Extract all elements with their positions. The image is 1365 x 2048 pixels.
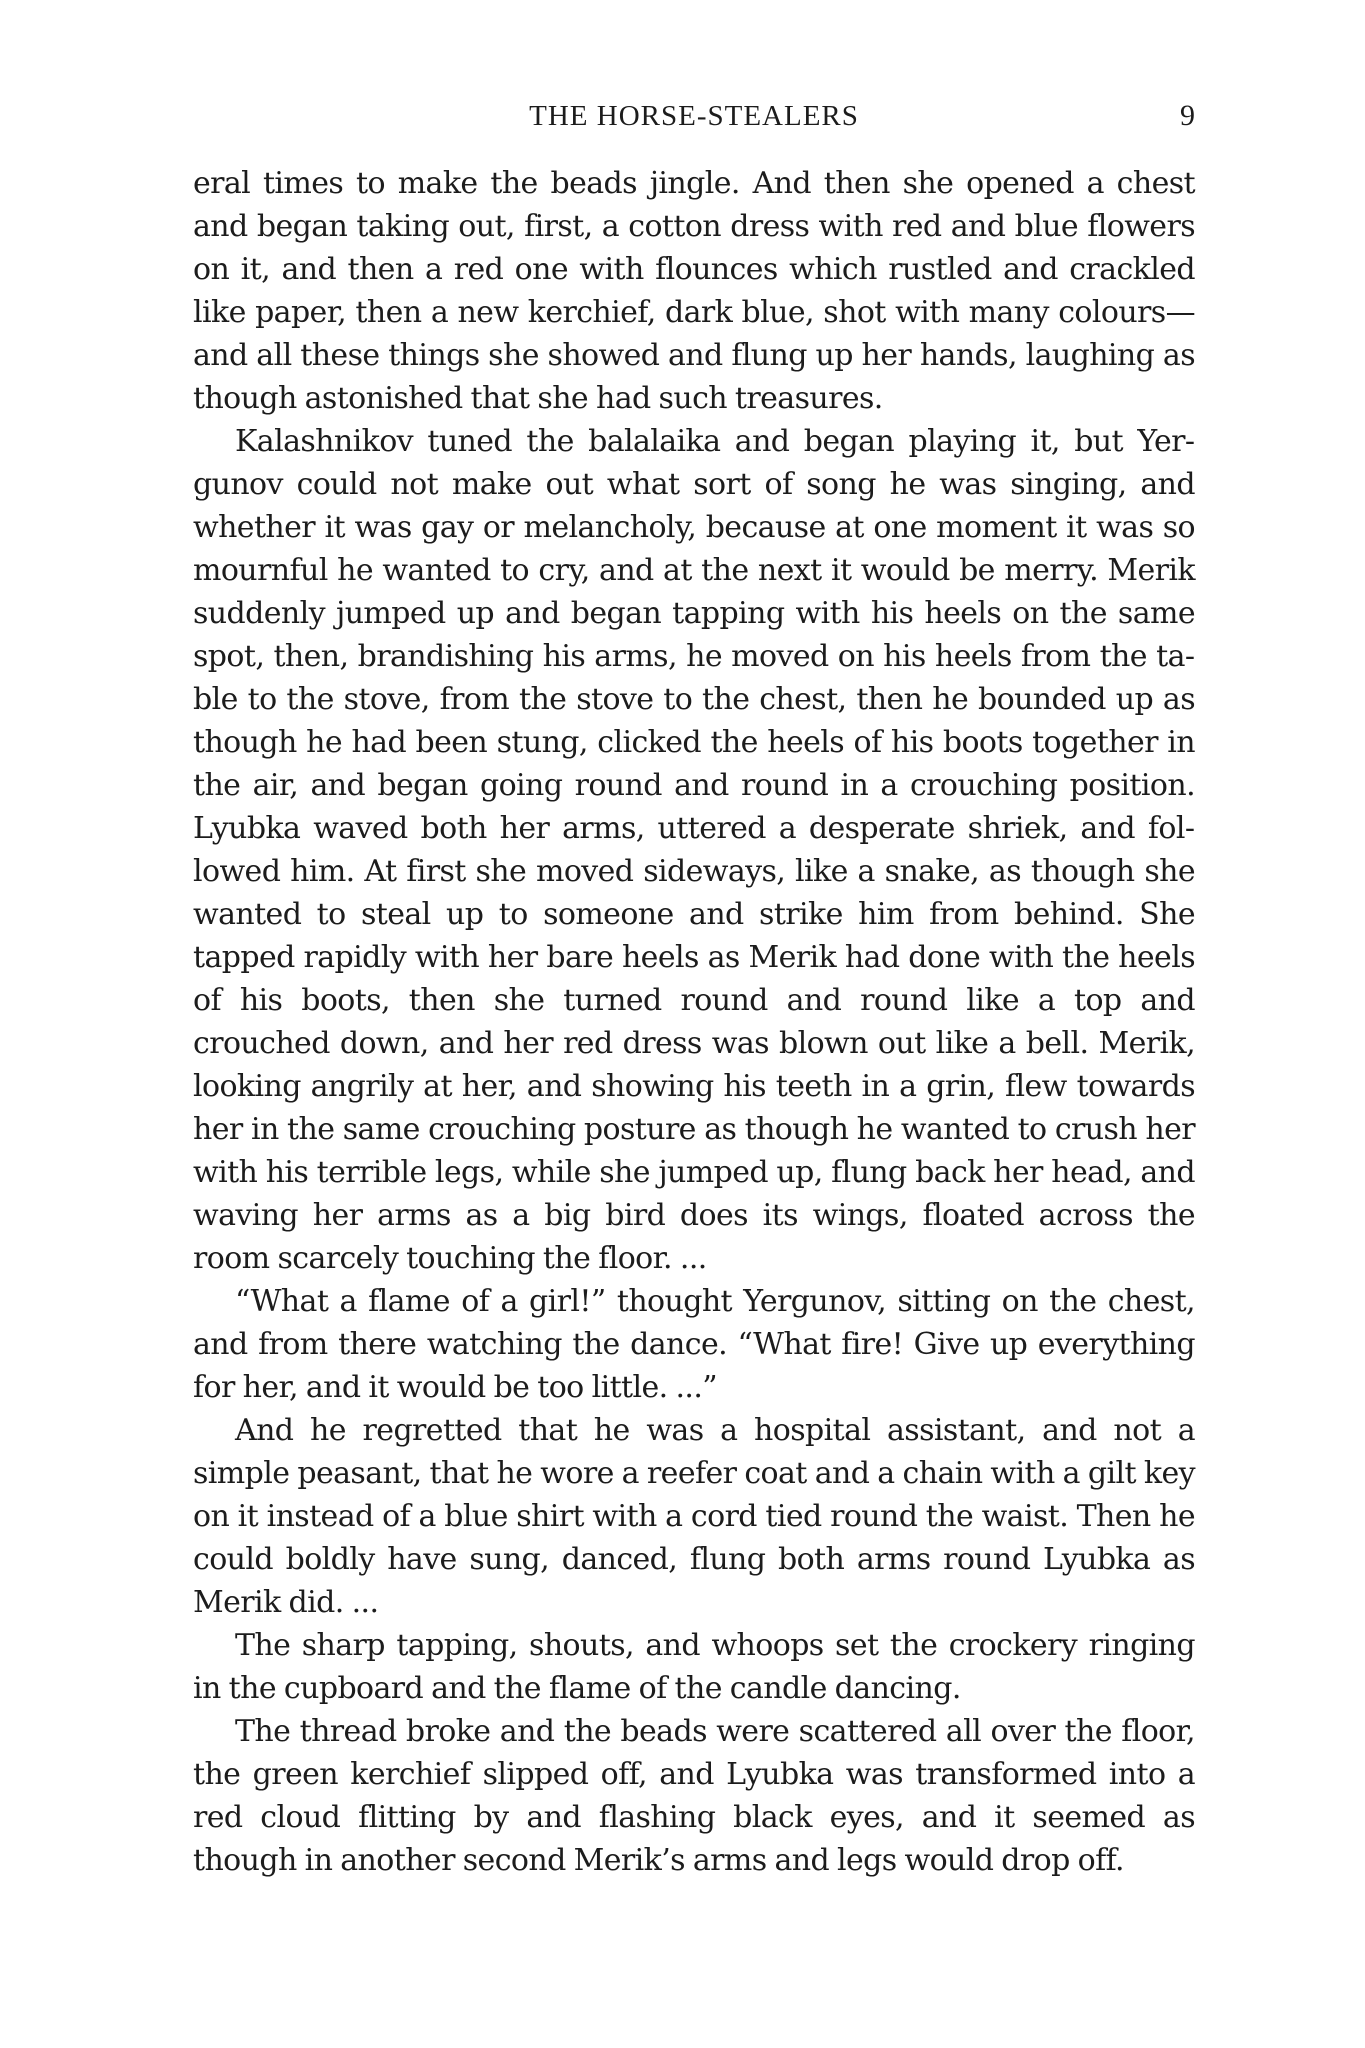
body-text bbox=[193, 162, 1195, 1882]
page-number: 9 bbox=[1180, 99, 1195, 132]
paragraph-continuation: eral times to make the beads jingle. And then she opened a chest and began taking out, first, a cotton dress with red and blue flowers on it, and then a red one with flounces which rustled and crackled like paper, then a new kerchief, dark blue, shot with many colours—and all these things she showed and flung up her hands, laughing as though astonished that she had such treasures. bbox=[193, 166, 1195, 416]
paragraph-regret: And he regretted that he was a hospital assistant, and not a simple peasant, that he wore a reefer coat and a chain with a gilt key on it instead of a blue shirt with a cord tied round the waist. Then he could boldly have sung, danced, flung both arms round Lyubka as Merik did. ... bbox=[193, 1413, 1195, 1620]
paragraph-flame-quote: “What a flame of a girl!” thought Yergunov, sitting on the chest, and from there watching the dance. “What fire! Give up everything for her, and it would be too little. ...” bbox=[193, 1284, 1195, 1405]
paragraph-dance: Kalashnikov tuned the balalaika and began playing it, but Yergunov could not make out what sort of song he was singing, and whether it was gay or melancholy, because at one moment it was so mournful he wanted to cry, and at the next it would be merry. Merik suddenly jumped up and began tapping with his heels on the same spot, then, brandishing his arms, he moved on his heels from the table to the stove, from the stove to the chest, then he bounded up as though he had been stung, clicked the heels of his boots together in the air, and began going round and round in a crouching position. Lyubka waved both her arms, uttered a desperate shriek, and followed him. At first she moved sideways, like a snake, as though she wanted to steal up to someone and strike him from behind. She tapped rapidly with her bare heels as Merik had done with the heels of his boots, then she turned round and round like a top and crouched down, and her red dress was blown out like a bell. Merik, looking angrily at her, and showing his teeth in a grin, flew towards her in the same crouching posture as though he wanted to crush her with his terrible legs, while she jumped up, flung back her head, and waving her arms as a big bird does its wings, floated across the room scarcely touching the floor. ... bbox=[193, 424, 1195, 1276]
paragraph-tapping: The sharp tapping, shouts, and whoops set the crockery ringing in the cupboard and the flame of the candle dancing. bbox=[193, 1628, 1195, 1706]
paragraph-thread-broke: The thread broke and the beads were scattered all over the floor, the green kerchief slipped off, and Lyubka was transformed into a red cloud flitting by and flashing black eyes, and it seemed as though in another second Merik’s arms and legs would drop off. bbox=[193, 1714, 1195, 1878]
running-header bbox=[193, 96, 1195, 136]
running-title: THE HORSE-STEALERS bbox=[529, 100, 859, 132]
